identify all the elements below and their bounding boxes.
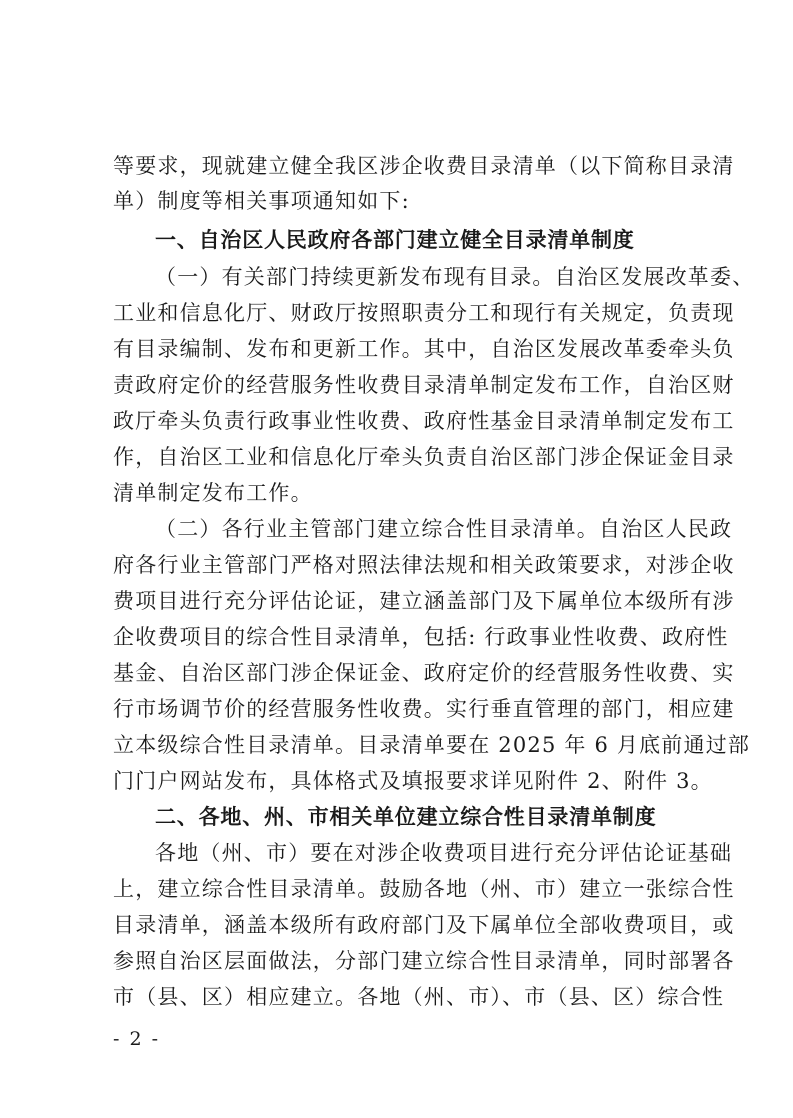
body-text-line: 企收费项目的综合性目录清单，包括: 行政事业性收费、政府性 [113, 625, 729, 649]
body-text-line: 作，自治区工业和信息化厅牵头负责自治区部门涉企保证金目录 [113, 445, 735, 469]
body-text-line: 责政府定价的经营服务性收费目录清单制定发布工作，自治区财 [113, 373, 735, 397]
paragraph-start-line: （二）各行业主管部门建立综合性目录清单。自治区人民政 [155, 517, 733, 541]
body-text-line: 门门户网站发布，具体格式及填报要求详见附件 2、附件 3。 [113, 769, 713, 793]
body-text-line: 市（县、区）相应建立。各地（州、市）、市（县、区）综合性 [113, 985, 725, 1009]
paragraph-start-line: 各地（州、市）要在对涉企收费项目进行充分评估论证基础 [155, 841, 733, 865]
body-text-line: 费项目进行充分评估论证，建立涵盖部门及下属单位本级所有涉 [113, 589, 735, 613]
page-number: - 2 - [113, 1028, 161, 1050]
body-text-line: 基金、自治区部门涉企保证金、政府定价的经营服务性收费、实 [113, 661, 735, 685]
body-text-line: 政厅牵头负责行政事业性收费、政府性基金目录清单制定发布工 [113, 409, 735, 433]
body-text-line: 行市场调节价的经营服务性收费。实行垂直管理的部门，相应建 [113, 697, 735, 721]
body-text-line: 立本级综合性目录清单。目录清单要在 2025 年 6 月底前通过部 [113, 733, 751, 757]
body-text-line: 工业和信息化厅、财政厅按照职责分工和现行有关规定，负责现 [113, 301, 735, 325]
body-text-line: 有目录编制、发布和更新工作。其中，自治区发展改革委牵头负 [113, 337, 735, 361]
section-heading-2: 二、各地、州、市相关单位建立综合性目录清单制度 [155, 805, 657, 829]
body-text-line: 府各行业主管部门严格对照法律法规和相关政策要求，对涉企收 [113, 553, 735, 577]
body-text-line: 参照自治区层面做法，分部门建立综合性目录清单，同时部署各 [113, 949, 735, 973]
body-text-line: 等要求，现就建立健全我区涉企收费目录清单（以下简称目录清 [113, 154, 735, 178]
paragraph-start-line: （一）有关部门持续更新发布现有目录。自治区发展改革委、 [155, 265, 755, 289]
body-text-line: 单）制度等相关事项通知如下: [113, 189, 410, 213]
body-text-line: 上，建立综合性目录清单。鼓励各地（州、市）建立一张综合性 [113, 877, 735, 901]
body-text-line: 目录清单，涵盖本级所有政府部门及下属单位全部收费项目，或 [113, 913, 735, 937]
section-heading-1: 一、自治区人民政府各部门建立健全目录清单制度 [155, 228, 635, 252]
body-text-line: 清单制定发布工作。 [113, 481, 313, 505]
